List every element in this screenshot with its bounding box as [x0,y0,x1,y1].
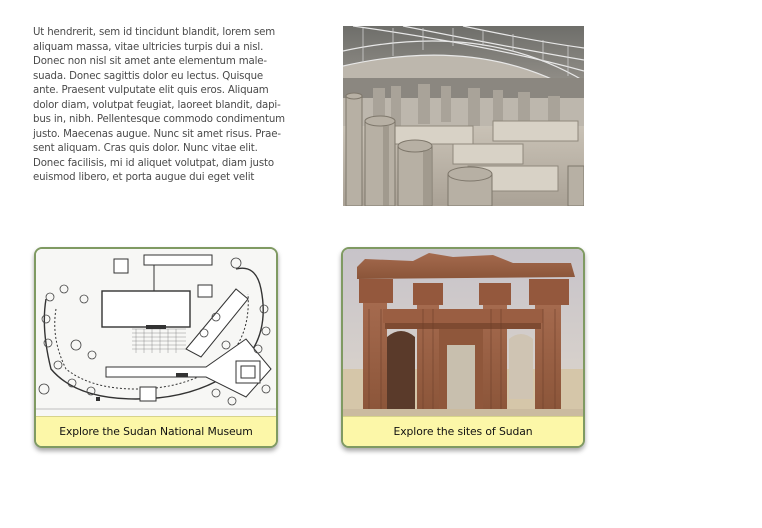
temple-gateway-image [343,249,583,417]
sites-card[interactable] [341,247,585,448]
museum-link[interactable]: Explore the Sudan National Museum [36,416,276,446]
ruins-photo [343,26,584,206]
museum-site-plan-image [36,249,276,417]
museum-card[interactable] [34,247,278,448]
intro-paragraph: Ut hendrerit, sem id tincidunt blandit, lorem sem aliquam massa, vitae ultricies turpis dui a nisl. Donec non nisl sit amet ante elementum male-suada. Donec sagittis dolor eu lectus. Quisque ante. Praesent vulputate elit quis eros. Aliquam dolor diam, volutpat feugiat, laoreet blandit, dapi-bus in, nibh. Pellentesque commodo condimentum justo. Maecenas augue. Nunc sit amet risus. Prae-sent aliquam. Cras quis dolor. Nunc vitae elit. Donec facilisis, mi id aliquet volutpat, diam justo euismod libero, et porta augue dui eget velit [33,27,285,183]
sites-link[interactable]: Explore the sites of Sudan [343,416,583,446]
